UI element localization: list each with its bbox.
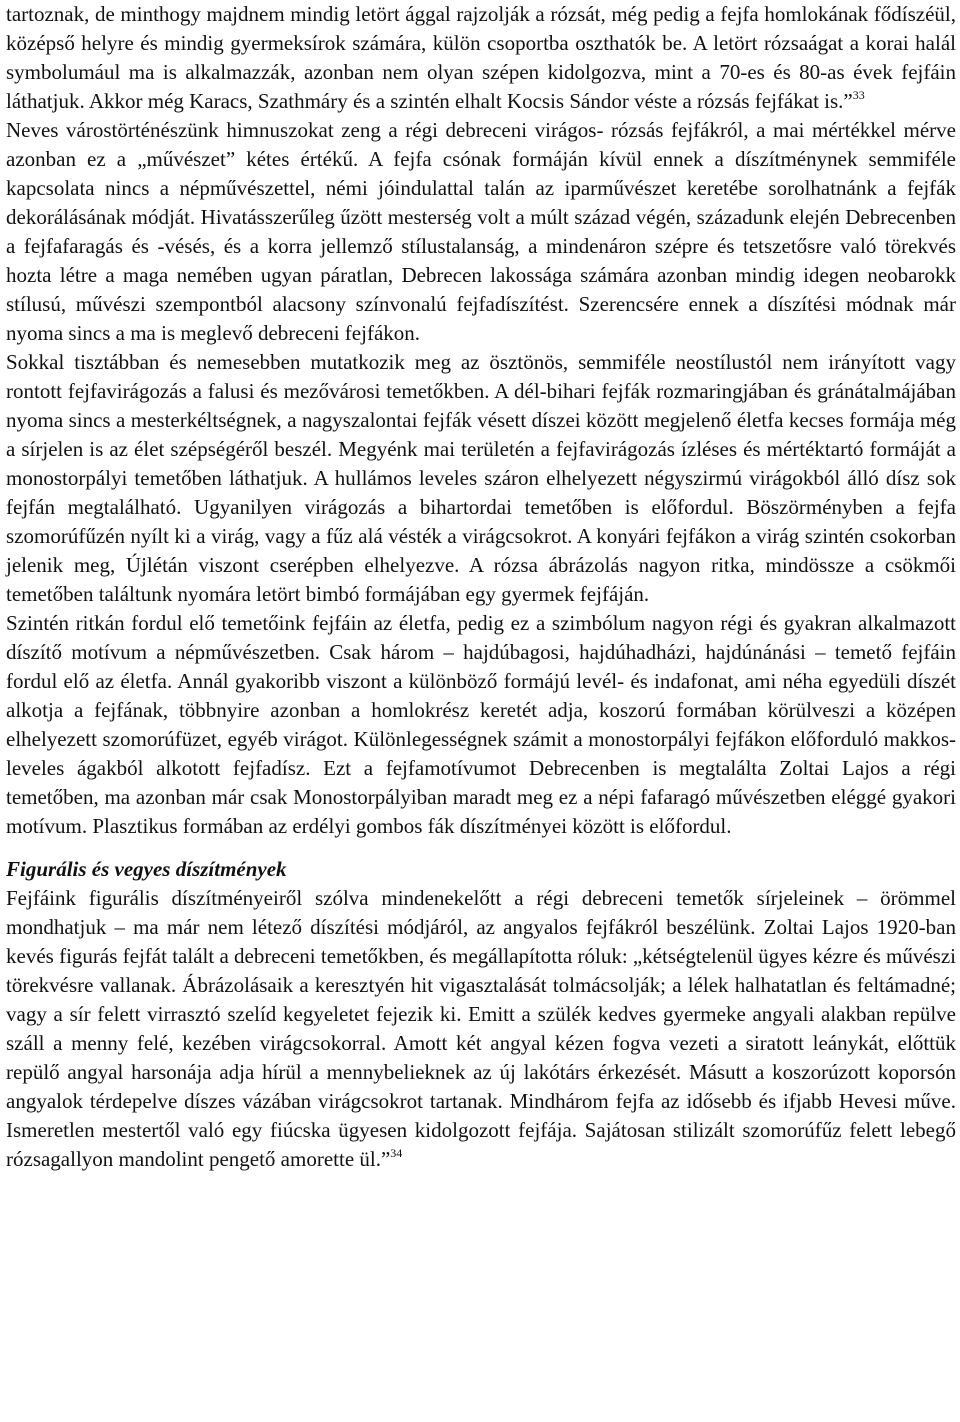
paragraph-tree-of-life: [6, 609, 956, 841]
paragraph-rose-motif: [6, 0, 956, 348]
paragraph-text: tartoznak, de minthogy majdnem mindig letört ággal rajzolják a rózsát, még pedig a fejfa homlokának fődíszéül, középső helyre és mindig gyermeksírok számára, külön csoportba oszthatók be. A letört rózsaágat a korai halál symbolumául ma is alkalmazzák, azonban nem olyan szépen kidolgozva, mint a 70-es és 80-as évek fejfáin láthatjuk. Akkor még Karacs, Szathmáry és a szintén elhalt Kocsis Sándor véste a rózsás fejfákat is.”: [6, 2, 956, 113]
footnote-ref-34: 34: [390, 1146, 403, 1160]
paragraph-village-flowers: [6, 348, 956, 609]
paragraph-text: Neves várostörténészünk himnuszokat zeng a régi debreceni virágos- rózsás fejfákról, a mai mértékkel mérve azonban ez a „művészet” kétes értékű. A fejfa csónak formáján kívül ennek a díszítménynek semmiféle kapcsolata nincs a népművészettel, némi jóindulattal talán az iparművészet keretébe sorolhatnánk a fejfák dekorálásának módját. Hivatásszerűleg űzött mesterség volt a múlt század végén, századunk elején Debrecenben a fejfafaragás és -vésés, és a korra jellemző stílustalanság, a mindenáron szépre és tetszetősre való törekvés hozta létre a maga nemében ugyan páratlan, Debrecen lakossága számára azonban mindig idegen neobarokk stílusú, művészi szempontból alacsony színvonalú fejfadíszítést. Szerencsére ennek a díszítési módnak már nyoma sincs a ma is meglevő debreceni fejfákon.: [6, 118, 956, 345]
paragraph-text: Szintén ritkán fordul elő temetőink fejfáin az életfa, pedig ez a szimbólum nagyon régi és gyakran alkalmazott díszítő motívum a népművészetben. Csak három – hajdúbagosi, hajdúhadházi, hajdúnánási – temető fejfáin fordul elő az életfa. Annál gyakoribb viszont a különböző formájú levél- és indafonat, ami néha egyedüli díszét alkotja a fejfának, többnyire azonban a homlokrész keretét adja, koszorú formában körülveszi a középen elhelyezett szomorúfüzet, egyéb virágot. Különlegességnek számit a monostorpályi fejfákon előforduló makkos-leveles ágakból alkotott fejfadísz. Ezt a fejfamotívumot Debrecenben is megtalálta Zoltai Lajos a régi temetőben, ma azonban már csak Monostorpályiban maradt meg ez a népi fafaragó művészetben eléggé gyakori motívum. Plasztikus formában az erdélyi gombos fák díszítményei között is előfordul.: [6, 611, 956, 838]
paragraph-figural: [6, 884, 956, 1174]
paragraph-text: Sokkal tisztábban és nemesebben mutatkozik meg az ösztönös, semmiféle neostílustól nem irányított vagy rontott fejfavirágozás a falusi és mezővárosi temetőkben. A dél-bihari fejfák rozmaringjában és gránátalmájában nyoma sincs a mesterkéltségnek, a nagyszalontai fejfák vésett díszei között megjelenő életfa kecses formája még a sírjelen is az élet szépségéről beszél. Megyénk mai területén a fejfavirágozás ízléses és mértéktartó formáját a monostorpályi temetőben láthatjuk. A hullámos leveles száron elhelyezett négyszirmú virágokból álló dísz sok fejfán megtalálható. Ugyanilyen virágozás a bihartordai temetőben is előfordul. Böszörményben a fejfa szomorúfűzén nyílt ki a virág, vagy a fűz alá vésték a virágcsokrot. A konyári fejfákon a virág szintén csokorban jelenik meg, Újlétán viszont cserépben elhelyezve. A rózsa ábrázolás nagyon ritka, mindössze a csökmői temetőben találtunk nyomára letört bimbó formájában egy gyermek fejfáján.: [6, 350, 956, 606]
footnote-ref-33: 33: [852, 88, 865, 102]
section-heading: Figurális és vegyes díszítmények: [6, 857, 287, 881]
paragraph-text: Fejfáink figurális díszítményeiről szólva mindenekelőtt a régi debreceni temetők sírjeleinek – örömmel mondhatjuk – ma már nem létező díszítési módjáról, az angyalos fejfákról beszélünk. Zoltai Lajos 1920-ban kevés figurás fejfát talált a debreceni temetőkben, és megállapította róluk: „kétségtelenül ügyes kézre és művészi törekvésre vallanak. Ábrázolásaik a keresztyén hit vigasztalását tolmácsolják; a lélek halhatatlan és feltámadné; vagy a sír felett virrasztó szelíd kegyeletet fejezik ki. Emitt a szülék kedves gyermeke angyali alakban repülve száll a menny felé, kezében virágcsokorral. Amott két angyal kézen fogva vezeti a siratott leánykát, előttük repülő angyal harsonája adja hírül a mennybelieknek az új lakótárs érkezését. Másutt a koszorúzott koporsón angyalok térdepelve díszes vázában virágcsokrot tartanak. Mindhárom fejfa az idősebb és ifjabb Hevesi műve. Ismeretlen mestertől való egy fiúcska ügyesen kidolgozott fejfája. Sajátosan stilizált szomorúfűz felett lebegő rózsagallyon mandolint pengető amorette ül.”: [6, 886, 956, 1171]
